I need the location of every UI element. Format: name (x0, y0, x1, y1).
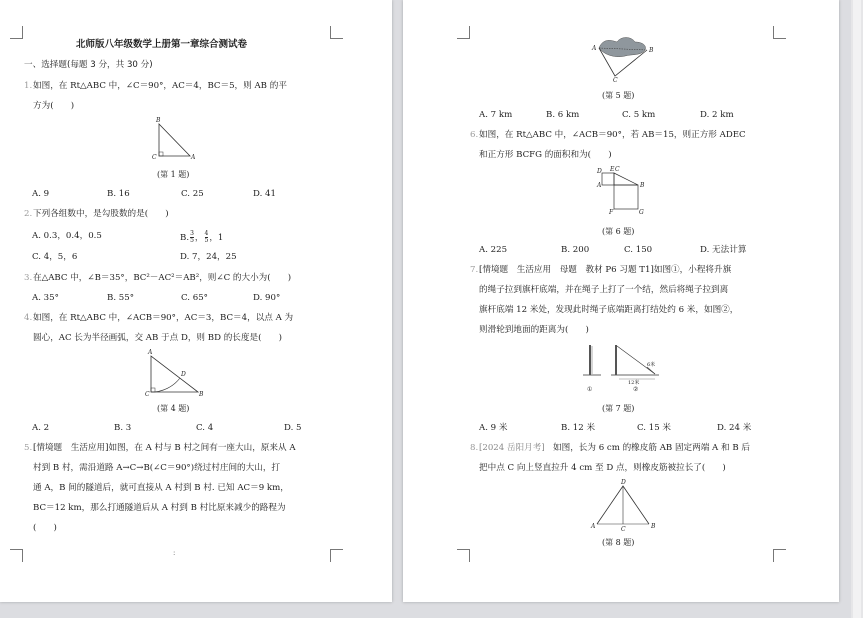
q7-label-12m: 12米 (628, 380, 640, 386)
q5-number: 5. (24, 443, 33, 453)
q7-caption: (第 7 题) (602, 404, 635, 413)
q3-text: 在△ABC 中，∠B＝35°，BC²－AC²＝AB²，则∠C 的大小为( ) (33, 273, 292, 283)
q1-text-line2: 方为( ) (33, 101, 75, 111)
q6-option-d: D. 无法计算 (700, 245, 747, 255)
crop-mark-bottom-left (457, 549, 470, 562)
q7-option-a: A. 9 米 (479, 423, 508, 433)
q3-option-b: B. 55° (107, 293, 135, 303)
q1-option-c: C. 25 (181, 189, 204, 199)
q5-text-line3: 通 A，B 间的隧道后，就可直接从 A 村到 B 村. 已知 AC＝9 km， (33, 483, 289, 493)
q2-option-c: C. 4，5，6 (32, 252, 78, 262)
q5-option-b: B. 6 km (546, 110, 580, 120)
q6-caption: (第 6 题) (602, 227, 635, 236)
q8-label-a: A (591, 523, 596, 530)
q6-label-c: C (615, 166, 620, 173)
crop-mark-top-right (773, 26, 786, 39)
q7-option-c: C. 15 米 (637, 423, 671, 433)
q8-number: 8. (470, 443, 479, 453)
q5-text-line4: BC＝12 km，那么打通隧道后从 A 村到 B 村比原来减少的路程为 (33, 503, 286, 513)
q4-text-line1: 如图，在 Rt△ABC 中，∠ACB＝90°，AC＝3，BC＝4，以点 A 为 (33, 313, 294, 323)
q4-option-a: A. 2 (32, 423, 50, 433)
q5-caption: (第 5 题) (602, 91, 635, 100)
q5-text-line5: ( ) (33, 523, 57, 533)
vertical-scrollbar[interactable] (851, 0, 863, 618)
q5-label-a: A (592, 45, 597, 52)
q2-option-d: D. 7，24，25 (180, 252, 237, 262)
q1-text-line1: 如图，在 Rt△ABC 中，∠C＝90°，AC＝4，BC＝5，则 AB 的平 (33, 81, 287, 91)
crop-mark-bottom-right (330, 549, 343, 562)
q3-option-c: C. 65° (181, 293, 208, 303)
crop-mark-top-left (457, 26, 470, 39)
q1-triangle-figure (150, 118, 200, 162)
q6-option-b: B. 200 (561, 245, 590, 255)
q8-rubber-band-figure (591, 478, 657, 532)
q4-number: 4. (24, 313, 33, 323)
q5-label-c: C (613, 77, 618, 84)
q2-option-b: B. $\frac{3}{5}$ ， $\frac{4}{5}$ ，1 (180, 230, 224, 244)
q5-text-line2: 村到 B 村，需沿道路 A→C→B(∠C＝90°)绕过村庄间的大山，打 (33, 463, 281, 473)
crop-mark-bottom-left (10, 549, 23, 562)
q5-option-d: D. 2 km (700, 110, 734, 120)
q8-label-d: D (621, 479, 626, 486)
q8-text-line1: 如图，长为 6 cm 的橡皮筋 AB 固定两端 A 和 B 后 (553, 443, 750, 453)
q6-label-g: G (639, 209, 644, 216)
q7-label-6m: 6米 (647, 362, 656, 368)
q3-option-a: A. 35° (32, 293, 59, 303)
q6-label-e: E (610, 166, 615, 173)
q2-option-a: A. 0.3，0.4，0.5 (32, 231, 102, 241)
page-title: 北师版八年级数学上册第一章综合测试卷 (76, 39, 248, 50)
q8-label-b: B (651, 523, 656, 530)
q4-option-c: C. 4 (196, 423, 214, 433)
q7-label-fig2: ② (633, 386, 639, 393)
q4-caption: (第 4 题) (157, 404, 190, 413)
q6-label-b: B (640, 182, 645, 189)
q6-text-line1: 如图，在 Rt△ABC 中，∠ACB＝90°，若 AB＝15，则正方形 ADEC (479, 130, 746, 140)
q4-option-d: D. 5 (284, 423, 302, 433)
crop-mark-top-right (330, 26, 343, 39)
q1-option-d: D. 41 (253, 189, 276, 199)
q6-option-c: C. 150 (624, 245, 653, 255)
q4-option-b: B. 3 (114, 423, 132, 433)
q1-caption: (第 1 题) (157, 170, 190, 179)
q6-text-line2: 和正方形 BCFG 的面积和为( ) (479, 150, 612, 160)
q5-text-line1: [情境题 生活应用]如图，在 A 村与 B 村之间有一座大山，原来从 A (33, 443, 296, 453)
crop-mark-bottom-right (773, 549, 786, 562)
q2-text: 下列各组数中，是勾股数的是( ) (33, 209, 169, 219)
q1-option-b: B. 16 (107, 189, 130, 199)
q1-option-a: A. 9 (32, 189, 50, 199)
q7-option-d: D. 24 米 (717, 423, 752, 433)
q6-squares-figure (593, 166, 653, 220)
q6-label-a: A (597, 182, 602, 189)
q1-label-b: B (156, 117, 161, 124)
q1-number: 1. (24, 81, 33, 91)
scrollbar-thumb[interactable] (853, 0, 861, 618)
q4-triangle-arc-figure (144, 350, 206, 398)
q7-number: 7. (470, 265, 479, 275)
q4-label-a: A (148, 349, 153, 356)
q7-label-fig1: ① (587, 386, 593, 393)
q8-text-line2: 把中点 C 向上竖直拉升 4 cm 至 D 点，则橡皮筋被拉长了( ) (479, 463, 726, 473)
q3-option-d: D. 90° (253, 293, 281, 303)
q6-number: 6. (470, 130, 479, 140)
q6-label-d: D (597, 168, 602, 175)
q5-option-a: A. 7 km (479, 110, 513, 120)
q1-label-a: A (191, 154, 196, 161)
q8-label-c: C (621, 526, 626, 533)
q3-number: 3. (24, 273, 33, 283)
q7-text-line3: 旗杆底端 12 米处，发现此时绳子底端距离打结处约 6 米，如图②， (479, 305, 739, 315)
document-page-left (0, 0, 392, 602)
q7-text-line2: 的绳子拉到旗杆底端，并在绳子上打了一个结，然后将绳子拉到离 (479, 285, 729, 295)
q6-option-a: A. 225 (479, 245, 508, 255)
section-heading: 一、选择题(每题 3 分，共 30 分) (24, 60, 153, 70)
q4-label-c: C (145, 391, 150, 398)
q7-option-b: B. 12 米 (561, 423, 596, 433)
q5-label-b: B (649, 47, 654, 54)
q8-tag: [2024 岳阳月考] (479, 443, 545, 453)
q7-text-line1: [情境题 生活应用 母题 教材 P6 习题 T1]如图①，小程将升旗 (479, 265, 732, 275)
q4-label-d: D (181, 371, 186, 378)
q8-caption: (第 8 题) (602, 538, 635, 547)
q5-mountain-figure (591, 34, 653, 82)
crop-mark-top-left (10, 26, 23, 39)
q5-option-c: C. 5 km (622, 110, 656, 120)
q7-text-line4: 则滑轮到地面的距离为( ) (479, 325, 589, 335)
q4-label-b: B (199, 391, 204, 398)
q1-label-c: C (152, 154, 157, 161)
document-page-right (403, 0, 839, 602)
q2-number: 2. (24, 209, 33, 219)
q4-text-line2: 圆心，AC 长为半径画弧，交 AB 于点 D，则 BD 的长度是( ) (33, 333, 282, 343)
q6-label-f: F (609, 209, 614, 216)
footer-mark-left: : (173, 549, 176, 557)
q7-flagpole-figure (579, 341, 663, 395)
